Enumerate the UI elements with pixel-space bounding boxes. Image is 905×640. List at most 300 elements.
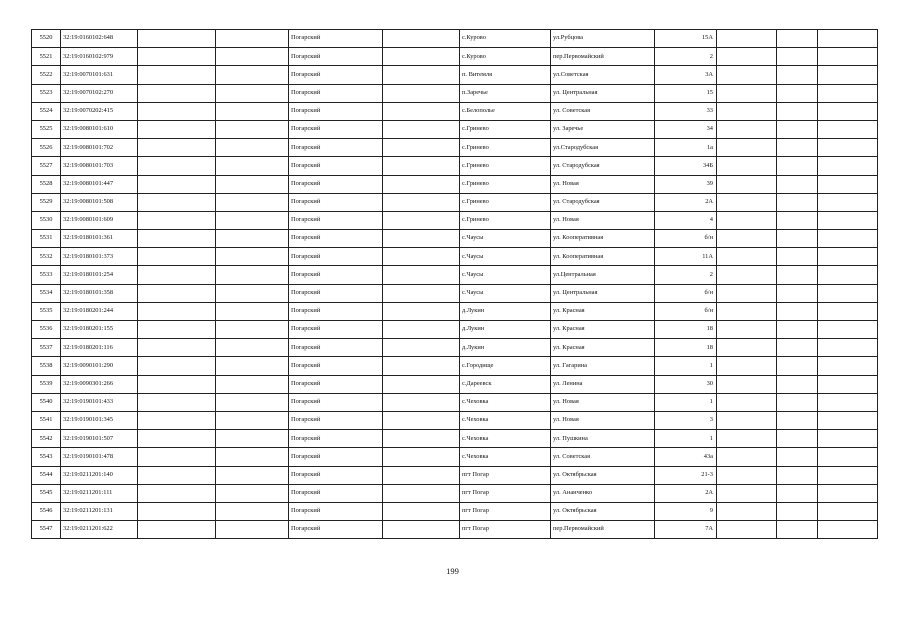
empty-cell <box>216 175 289 193</box>
district-cell: Погарский <box>289 375 383 393</box>
locality-cell: с.Чаусы <box>460 266 551 284</box>
empty-cell <box>777 375 818 393</box>
empty-cell <box>216 466 289 484</box>
empty-cell <box>383 430 460 448</box>
cadastral-number-cell: 32:19:0211201:111 <box>61 484 138 502</box>
empty-cell <box>216 157 289 175</box>
empty-cell <box>138 502 216 520</box>
table-row <box>32 302 878 320</box>
property-register-table <box>31 29 878 539</box>
cadastral-number-cell: 32:19:0211201:131 <box>61 502 138 520</box>
empty-cell <box>138 84 216 102</box>
locality-cell: с.Чаусы <box>460 230 551 248</box>
empty-cell <box>138 211 216 229</box>
street-cell: ул.Советская <box>551 66 655 84</box>
empty-cell <box>777 48 818 66</box>
cadastral-number-cell: 32:19:0211201:140 <box>61 466 138 484</box>
street-cell: ул.Стародубская <box>551 139 655 157</box>
empty-cell <box>777 175 818 193</box>
locality-cell: с.Курово <box>460 30 551 48</box>
table-row <box>32 430 878 448</box>
empty-cell <box>777 502 818 520</box>
empty-cell <box>383 102 460 120</box>
locality-cell: с.Гринево <box>460 211 551 229</box>
house-number-cell: 3 <box>655 411 717 429</box>
house-number-cell: 2А <box>655 193 717 211</box>
row-number-cell: 5545 <box>32 484 61 502</box>
empty-cell <box>383 521 460 539</box>
locality-cell: с.Городище <box>460 357 551 375</box>
cadastral-number-cell: 32:19:0190101:478 <box>61 448 138 466</box>
empty-cell <box>383 84 460 102</box>
table-row <box>32 466 878 484</box>
house-number-cell: 1а <box>655 139 717 157</box>
district-cell: Погарский <box>289 466 383 484</box>
district-cell: Погарский <box>289 321 383 339</box>
empty-cell <box>777 266 818 284</box>
empty-cell <box>777 284 818 302</box>
district-cell: Погарский <box>289 357 383 375</box>
empty-cell <box>717 357 777 375</box>
locality-cell: п.Заречье <box>460 84 551 102</box>
street-cell: пер.Первомайский <box>551 521 655 539</box>
row-number-cell: 5532 <box>32 248 61 266</box>
row-number-cell: 5538 <box>32 357 61 375</box>
cadastral-number-cell: 32:19:0080101:609 <box>61 211 138 229</box>
locality-cell: с.Дареевск <box>460 375 551 393</box>
empty-cell <box>138 266 216 284</box>
empty-cell <box>383 48 460 66</box>
empty-cell <box>818 66 878 84</box>
empty-cell <box>138 66 216 84</box>
table-row <box>32 175 878 193</box>
empty-cell <box>138 193 216 211</box>
locality-cell: с.Гринево <box>460 175 551 193</box>
district-cell: Погарский <box>289 102 383 120</box>
empty-cell <box>216 66 289 84</box>
empty-cell <box>216 521 289 539</box>
house-number-cell: 18 <box>655 321 717 339</box>
house-number-cell: 43а <box>655 448 717 466</box>
empty-cell <box>717 84 777 102</box>
cadastral-number-cell: 32:19:0160102:648 <box>61 30 138 48</box>
empty-cell <box>138 430 216 448</box>
house-number-cell: 33 <box>655 102 717 120</box>
empty-cell <box>818 375 878 393</box>
empty-cell <box>216 430 289 448</box>
empty-cell <box>717 430 777 448</box>
empty-cell <box>818 230 878 248</box>
street-cell: ул. Ананченко <box>551 484 655 502</box>
cadastral-number-cell: 32:19:0080101:508 <box>61 193 138 211</box>
row-number-cell: 5535 <box>32 302 61 320</box>
empty-cell <box>138 484 216 502</box>
empty-cell <box>818 339 878 357</box>
empty-cell <box>818 411 878 429</box>
street-cell: ул. Октябрьская <box>551 502 655 520</box>
empty-cell <box>777 321 818 339</box>
empty-cell <box>717 321 777 339</box>
empty-cell <box>777 211 818 229</box>
empty-cell <box>216 48 289 66</box>
empty-cell <box>818 302 878 320</box>
table-row <box>32 211 878 229</box>
empty-cell <box>818 175 878 193</box>
house-number-cell: 34 <box>655 120 717 138</box>
empty-cell <box>383 284 460 302</box>
empty-cell <box>818 321 878 339</box>
locality-cell: д.Лукин <box>460 302 551 320</box>
empty-cell <box>818 284 878 302</box>
street-cell: ул. Центральная <box>551 84 655 102</box>
empty-cell <box>216 248 289 266</box>
empty-cell <box>717 248 777 266</box>
district-cell: Погарский <box>289 211 383 229</box>
empty-cell <box>818 48 878 66</box>
empty-cell <box>818 157 878 175</box>
empty-cell <box>717 302 777 320</box>
empty-cell <box>717 157 777 175</box>
table-row <box>32 120 878 138</box>
cadastral-number-cell: 32:19:0180201:244 <box>61 302 138 320</box>
cadastral-number-cell: 32:19:0180201:116 <box>61 339 138 357</box>
locality-cell: д.Лукин <box>460 339 551 357</box>
empty-cell <box>717 193 777 211</box>
street-cell: ул.Рубцова <box>551 30 655 48</box>
empty-cell <box>216 284 289 302</box>
empty-cell <box>717 521 777 539</box>
table-row <box>32 266 878 284</box>
empty-cell <box>138 466 216 484</box>
page-number: 199 <box>446 566 459 576</box>
empty-cell <box>138 157 216 175</box>
empty-cell <box>216 484 289 502</box>
empty-cell <box>138 393 216 411</box>
empty-cell <box>818 484 878 502</box>
house-number-cell: 1 <box>655 357 717 375</box>
empty-cell <box>138 521 216 539</box>
empty-cell <box>383 502 460 520</box>
house-number-cell: 15 <box>655 84 717 102</box>
district-cell: Погарский <box>289 48 383 66</box>
street-cell: ул. Новая <box>551 211 655 229</box>
empty-cell <box>818 248 878 266</box>
row-number-cell: 5539 <box>32 375 61 393</box>
district-cell: Погарский <box>289 521 383 539</box>
locality-cell: с.Чеховка <box>460 393 551 411</box>
empty-cell <box>818 193 878 211</box>
row-number-cell: 5536 <box>32 321 61 339</box>
empty-cell <box>216 230 289 248</box>
locality-cell: с.Чаусы <box>460 248 551 266</box>
row-number-cell: 5541 <box>32 411 61 429</box>
empty-cell <box>717 466 777 484</box>
row-number-cell: 5528 <box>32 175 61 193</box>
empty-cell <box>818 466 878 484</box>
empty-cell <box>818 448 878 466</box>
empty-cell <box>216 321 289 339</box>
street-cell: ул. Октябрьская <box>551 466 655 484</box>
district-cell: Погарский <box>289 30 383 48</box>
empty-cell <box>818 502 878 520</box>
cadastral-number-cell: 32:19:0190101:345 <box>61 411 138 429</box>
empty-cell <box>138 30 216 48</box>
house-number-cell: 9 <box>655 502 717 520</box>
empty-cell <box>717 484 777 502</box>
empty-cell <box>777 393 818 411</box>
empty-cell <box>216 139 289 157</box>
empty-cell <box>818 266 878 284</box>
empty-cell <box>777 84 818 102</box>
table-row <box>32 448 878 466</box>
street-cell: ул. Гагарина <box>551 357 655 375</box>
district-cell: Погарский <box>289 120 383 138</box>
district-cell: Погарский <box>289 302 383 320</box>
empty-cell <box>383 484 460 502</box>
house-number-cell: 1 <box>655 430 717 448</box>
empty-cell <box>717 230 777 248</box>
street-cell: ул. Красная <box>551 339 655 357</box>
table-row <box>32 66 878 84</box>
empty-cell <box>777 157 818 175</box>
empty-cell <box>717 211 777 229</box>
locality-cell: с.Курово <box>460 48 551 66</box>
table-row <box>32 30 878 48</box>
row-number-cell: 5543 <box>32 448 61 466</box>
table-row <box>32 502 878 520</box>
street-cell: ул. Красная <box>551 321 655 339</box>
empty-cell <box>216 266 289 284</box>
house-number-cell: 21-3 <box>655 466 717 484</box>
locality-cell: пгт Погар <box>460 521 551 539</box>
table-row <box>32 375 878 393</box>
empty-cell <box>777 430 818 448</box>
empty-cell <box>383 321 460 339</box>
empty-cell <box>717 448 777 466</box>
cadastral-number-cell: 32:19:0090301:266 <box>61 375 138 393</box>
empty-cell <box>777 102 818 120</box>
row-number-cell: 5533 <box>32 266 61 284</box>
row-number-cell: 5546 <box>32 502 61 520</box>
empty-cell <box>777 120 818 138</box>
locality-cell: пгт Погар <box>460 466 551 484</box>
empty-cell <box>383 339 460 357</box>
street-cell: ул. Советская <box>551 448 655 466</box>
empty-cell <box>216 102 289 120</box>
district-cell: Погарский <box>289 502 383 520</box>
empty-cell <box>138 120 216 138</box>
empty-cell <box>717 66 777 84</box>
empty-cell <box>717 284 777 302</box>
empty-cell <box>777 484 818 502</box>
empty-cell <box>216 84 289 102</box>
district-cell: Погарский <box>289 339 383 357</box>
empty-cell <box>383 30 460 48</box>
house-number-cell: 39 <box>655 175 717 193</box>
empty-cell <box>818 211 878 229</box>
row-number-cell: 5531 <box>32 230 61 248</box>
empty-cell <box>717 393 777 411</box>
empty-cell <box>777 30 818 48</box>
district-cell: Погарский <box>289 266 383 284</box>
house-number-cell: 15А <box>655 30 717 48</box>
empty-cell <box>777 139 818 157</box>
row-number-cell: 5529 <box>32 193 61 211</box>
street-cell: ул. Ленина <box>551 375 655 393</box>
cadastral-number-cell: 32:19:0080101:703 <box>61 157 138 175</box>
empty-cell <box>216 411 289 429</box>
cadastral-number-cell: 32:19:0090101:290 <box>61 357 138 375</box>
house-number-cell: 2А <box>655 484 717 502</box>
row-number-cell: 5527 <box>32 157 61 175</box>
locality-cell: д.Лукин <box>460 321 551 339</box>
row-number-cell: 5540 <box>32 393 61 411</box>
cadastral-number-cell: 32:19:0190101:433 <box>61 393 138 411</box>
row-number-cell: 5547 <box>32 521 61 539</box>
empty-cell <box>216 302 289 320</box>
empty-cell <box>777 521 818 539</box>
district-cell: Погарский <box>289 84 383 102</box>
district-cell: Погарский <box>289 393 383 411</box>
empty-cell <box>717 375 777 393</box>
empty-cell <box>777 302 818 320</box>
district-cell: Погарский <box>289 284 383 302</box>
empty-cell <box>216 393 289 411</box>
locality-cell: пгт Погар <box>460 484 551 502</box>
empty-cell <box>383 357 460 375</box>
table-row <box>32 393 878 411</box>
street-cell: ул. Кооперативная <box>551 248 655 266</box>
empty-cell <box>383 448 460 466</box>
empty-cell <box>138 357 216 375</box>
cadastral-number-cell: 32:19:0180201:155 <box>61 321 138 339</box>
row-number-cell: 5544 <box>32 466 61 484</box>
district-cell: Погарский <box>289 484 383 502</box>
empty-cell <box>383 66 460 84</box>
table-row <box>32 84 878 102</box>
empty-cell <box>383 139 460 157</box>
table-row <box>32 484 878 502</box>
street-cell: ул. Пушкина <box>551 430 655 448</box>
street-cell: ул. Центральная <box>551 284 655 302</box>
house-number-cell: 18 <box>655 339 717 357</box>
empty-cell <box>383 411 460 429</box>
district-cell: Погарский <box>289 430 383 448</box>
row-number-cell: 5542 <box>32 430 61 448</box>
empty-cell <box>717 48 777 66</box>
empty-cell <box>383 211 460 229</box>
street-cell: ул. Стародубская <box>551 157 655 175</box>
empty-cell <box>216 502 289 520</box>
row-number-cell: 5530 <box>32 211 61 229</box>
cadastral-number-cell: 32:19:0160102:979 <box>61 48 138 66</box>
cadastral-number-cell: 32:19:0180101:361 <box>61 230 138 248</box>
row-number-cell: 5521 <box>32 48 61 66</box>
locality-cell: с.Чаусы <box>460 284 551 302</box>
street-cell: ул.Центральная <box>551 266 655 284</box>
empty-cell <box>717 502 777 520</box>
house-number-cell: б/н <box>655 284 717 302</box>
row-number-cell: 5525 <box>32 120 61 138</box>
locality-cell: п. Витемля <box>460 66 551 84</box>
street-cell: ул. Кооперативная <box>551 230 655 248</box>
street-cell: пер.Первомайский <box>551 48 655 66</box>
district-cell: Погарский <box>289 139 383 157</box>
empty-cell <box>216 375 289 393</box>
street-cell: ул. Стародубская <box>551 193 655 211</box>
empty-cell <box>818 357 878 375</box>
district-cell: Погарский <box>289 248 383 266</box>
table-row <box>32 284 878 302</box>
empty-cell <box>818 102 878 120</box>
street-cell: ул. Советская <box>551 102 655 120</box>
district-cell: Погарский <box>289 66 383 84</box>
house-number-cell: 34Б <box>655 157 717 175</box>
empty-cell <box>818 84 878 102</box>
empty-cell <box>216 193 289 211</box>
house-number-cell: 2 <box>655 48 717 66</box>
district-cell: Погарский <box>289 411 383 429</box>
empty-cell <box>383 266 460 284</box>
empty-cell <box>717 266 777 284</box>
empty-cell <box>777 411 818 429</box>
table-row <box>32 102 878 120</box>
table-row <box>32 339 878 357</box>
cadastral-number-cell: 32:19:0070101:631 <box>61 66 138 84</box>
row-number-cell: 5537 <box>32 339 61 357</box>
empty-cell <box>216 211 289 229</box>
empty-cell <box>777 248 818 266</box>
locality-cell: с.Чеховка <box>460 411 551 429</box>
empty-cell <box>717 175 777 193</box>
empty-cell <box>138 175 216 193</box>
table-row <box>32 193 878 211</box>
locality-cell: с.Гринево <box>460 193 551 211</box>
empty-cell <box>818 393 878 411</box>
empty-cell <box>717 120 777 138</box>
table-row <box>32 248 878 266</box>
empty-cell <box>717 339 777 357</box>
cadastral-number-cell: 32:19:0180101:358 <box>61 284 138 302</box>
row-number-cell: 5526 <box>32 139 61 157</box>
empty-cell <box>216 30 289 48</box>
empty-cell <box>138 375 216 393</box>
empty-cell <box>818 120 878 138</box>
cadastral-number-cell: 32:19:0080101:447 <box>61 175 138 193</box>
locality-cell: с.Гринево <box>460 157 551 175</box>
locality-cell: с.Белополье <box>460 102 551 120</box>
cadastral-number-cell: 32:19:0180101:254 <box>61 266 138 284</box>
locality-cell: с.Гринево <box>460 120 551 138</box>
empty-cell <box>777 230 818 248</box>
empty-cell <box>818 30 878 48</box>
empty-cell <box>383 120 460 138</box>
table-row <box>32 139 878 157</box>
row-number-cell: 5522 <box>32 66 61 84</box>
empty-cell <box>717 30 777 48</box>
cadastral-number-cell: 32:19:0190101:507 <box>61 430 138 448</box>
street-cell: ул. Заречье <box>551 120 655 138</box>
locality-cell: с.Гринево <box>460 139 551 157</box>
locality-cell: с.Чеховка <box>460 430 551 448</box>
street-cell: ул. Новая <box>551 175 655 193</box>
empty-cell <box>717 102 777 120</box>
empty-cell <box>383 193 460 211</box>
empty-cell <box>138 284 216 302</box>
table-row <box>32 321 878 339</box>
empty-cell <box>818 139 878 157</box>
empty-cell <box>383 230 460 248</box>
